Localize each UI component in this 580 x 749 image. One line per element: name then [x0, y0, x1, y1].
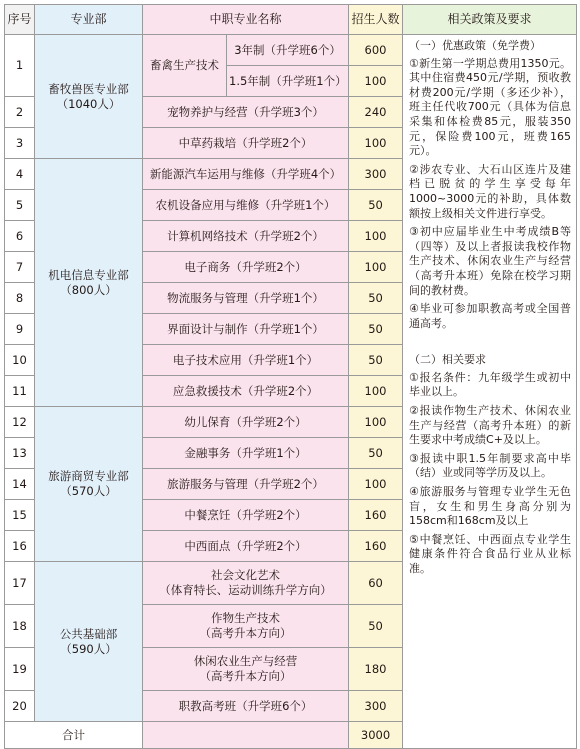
row-no: 4: [5, 159, 35, 190]
major-name: [143, 605, 349, 648]
policy-section-2: [409, 353, 571, 576]
policy-section-title: （二）相关要求: [409, 353, 487, 367]
major-line: （高考升本方向）: [199, 669, 292, 683]
major-name: [143, 562, 349, 605]
policy-item: ⑤中餐烹饪、中西面点专业学生健康条件符合食品行业从业标准。: [409, 532, 572, 575]
enroll-count: 160: [349, 500, 403, 531]
dept-cell: [35, 159, 143, 407]
major-name: [143, 648, 349, 691]
header-count: 招生人数: [349, 5, 403, 35]
major-line: 社会文化艺术: [211, 568, 280, 582]
major-line: （体育特长、运动训练升学方向）: [159, 583, 332, 597]
table-row: [5, 35, 577, 66]
header-dept: 专业部: [35, 5, 143, 35]
row-no: 3: [5, 128, 35, 159]
major-sub: 1.5年制（升学班1个）: [227, 66, 349, 97]
enroll-count: 50: [349, 314, 403, 345]
dept-total: （570人）: [60, 484, 117, 498]
enrollment-table: [4, 4, 577, 749]
enroll-count: 50: [349, 605, 403, 648]
enroll-count: 300: [349, 159, 403, 190]
row-no: 15: [5, 500, 35, 531]
major-name: 中草药栽培（升学班2个）: [143, 128, 349, 159]
row-no: 11: [5, 376, 35, 407]
dept-name: 机电信息专业部: [48, 267, 129, 282]
enroll-count: 100: [349, 66, 403, 97]
policy-section-title: （一）优惠政策（免学费）: [409, 39, 542, 52]
policy-item: ②涉农专业、大石山区连片及建档已脱贫的学生享受每年1000~3000元的补助，具体数额按上级相关文件进行享受。: [409, 162, 572, 220]
row-no: 12: [5, 407, 35, 438]
major-name: 旅游服务与管理（升学班2个）: [143, 469, 349, 500]
policy-item: ③报读中职1.5年制要求高中毕（结）业或同等学历及以上。: [409, 451, 572, 480]
row-no: 5: [5, 190, 35, 221]
enroll-count: 50: [349, 283, 403, 314]
row-no: 18: [5, 605, 35, 648]
enroll-count: 100: [349, 376, 403, 407]
major-line: 休闲农业生产与经营: [193, 654, 298, 668]
enroll-count: 100: [349, 252, 403, 283]
major-name: 应急救援技术（升学班2个）: [143, 376, 349, 407]
enroll-count: 60: [349, 562, 403, 605]
row-no: 9: [5, 314, 35, 345]
major-name: 中餐烹饪（升学班2个）: [143, 500, 349, 531]
row-no: 19: [5, 648, 35, 691]
major-sub: 3年制（升学班6个）: [227, 35, 349, 66]
dept-cell: [35, 35, 143, 159]
total-count: 3000: [349, 722, 403, 749]
major-name: 新能源汽车运用与维修（升学班4个）: [143, 159, 349, 190]
policy-item: ②报读作物生产技术、休闲农业生产与经营（高考升本班）的新生要求中考成绩C+及以上。: [409, 404, 572, 447]
row-no: 6: [5, 221, 35, 252]
major-name: 幼儿保育（升学班2个）: [143, 407, 349, 438]
policy-item: ④毕业可参加职教高考或全国普通高考。: [409, 302, 572, 330]
enroll-count: 100: [349, 407, 403, 438]
enroll-count: 100: [349, 128, 403, 159]
major-name: 中西面点（升学班2个）: [143, 531, 349, 562]
dept-total: （800人）: [60, 282, 117, 297]
enroll-count: 300: [349, 691, 403, 722]
major-name: 金融事务（升学班1个）: [143, 438, 349, 469]
enroll-count: 160: [349, 531, 403, 562]
dept-name: 旅游商贸专业部: [48, 469, 129, 483]
policy-section-1: [409, 39, 571, 331]
dept-cell: [35, 407, 143, 562]
major-name: 职教高考班（升学班6个）: [143, 691, 349, 722]
row-no: 8: [5, 283, 35, 314]
major-name: 宠物养护与经营（升学班3个）: [143, 97, 349, 128]
header-policy: 相关政策及要求: [403, 5, 577, 35]
header-no: 序号: [5, 5, 35, 35]
policy-item: ③初中应届毕业生中考成绩B等（四等）及以上者报读我校作物生产技术、休闲农业生产与经营（高考升本班）免除在校学习期间的教材费。: [409, 225, 572, 297]
row-no: 16: [5, 531, 35, 562]
policy-item: ①报名条件：九年级学生或初中毕业以上。: [409, 370, 572, 399]
major-name: 电子商务（升学班2个）: [143, 252, 349, 283]
major-line: 作物生产技术: [211, 611, 280, 625]
major-line: （高考升本方向）: [199, 626, 292, 640]
row-no: 20: [5, 691, 35, 722]
major-name: 畜禽生产技术: [143, 35, 227, 97]
row-no: 13: [5, 438, 35, 469]
dept-cell: [35, 562, 143, 722]
row-no: 17: [5, 562, 35, 605]
dept-total: （1040人）: [56, 96, 121, 111]
dept-name: 畜牧兽医专业部: [48, 81, 129, 96]
major-name: 计算机网络技术（升学班2个）: [143, 221, 349, 252]
enroll-count: 600: [349, 35, 403, 66]
dept-name: 公共基础部: [59, 626, 118, 641]
major-name: 农机设备应用与维修（升学班1个）: [143, 190, 349, 221]
row-no: 2: [5, 97, 35, 128]
enroll-count: 50: [349, 190, 403, 221]
header-row: [5, 5, 577, 35]
total-blank: [143, 722, 349, 749]
enroll-count: 240: [349, 97, 403, 128]
enroll-count: 100: [349, 221, 403, 252]
major-name: 界面设计与制作（升学班1个）: [143, 314, 349, 345]
policy-cell: [403, 35, 577, 749]
enroll-count: 100: [349, 469, 403, 500]
enroll-count: 180: [349, 648, 403, 691]
row-no: 14: [5, 469, 35, 500]
row-no: 1: [5, 35, 35, 97]
row-no: 10: [5, 345, 35, 376]
enroll-count: 50: [349, 438, 403, 469]
enroll-count: 50: [349, 345, 403, 376]
header-major: 中职专业名称: [143, 5, 349, 35]
policy-item: ①新生第一学期总费用1350元。其中住宿费450元/学期，预收教材费200元/学期（多还少补），班主任代收700元（具体为信息采集和体检费85元，服装350元，保险费100元，班费165元）。: [409, 56, 572, 158]
row-no: 7: [5, 252, 35, 283]
policy-item: ④旅游服务与管理专业学生无色盲，女生和男生身高分别为158cm和168cm及以上: [409, 485, 572, 528]
major-name: 电子技术应用（升学班1个）: [143, 345, 349, 376]
dept-total: （590人）: [60, 641, 117, 656]
major-name: 物流服务与管理（升学班1个）: [143, 283, 349, 314]
total-label: 合计: [5, 722, 143, 749]
